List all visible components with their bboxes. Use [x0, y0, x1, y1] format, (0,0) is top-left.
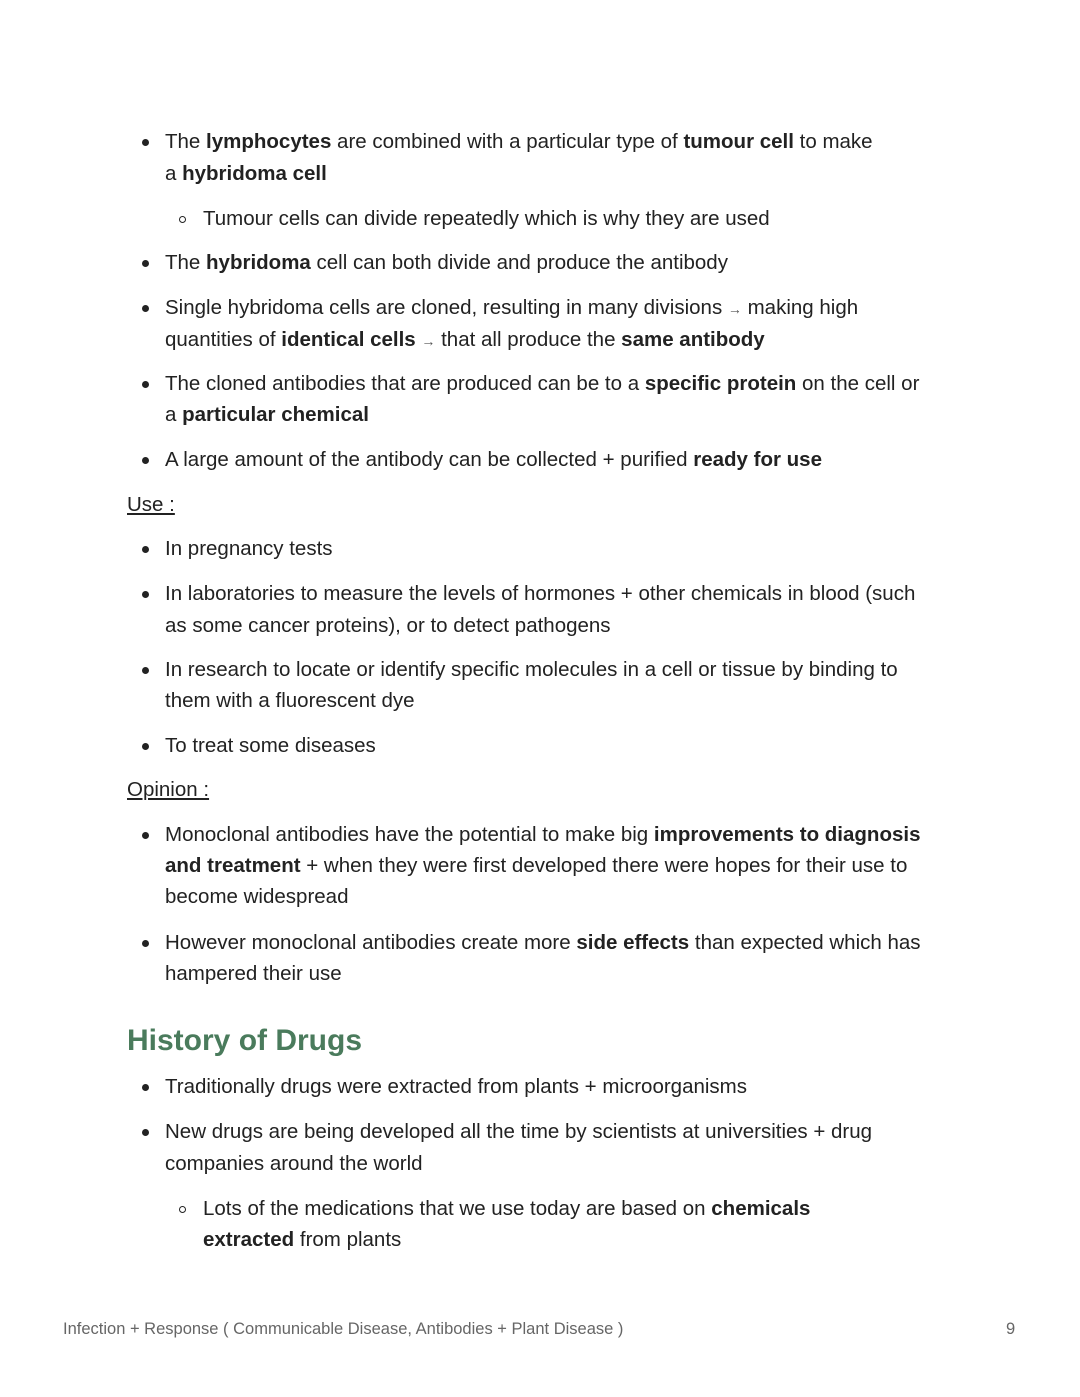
bullet-dot: [142, 1129, 149, 1136]
page-number: 9: [1006, 1320, 1016, 1338]
text-line: a hybridoma cell: [165, 162, 327, 185]
text-line: quantities of identical cells → that all produce the same antibody: [165, 328, 765, 351]
arrow-icon: →: [421, 333, 436, 349]
bullet-dot: [142, 260, 149, 267]
text-line: companies around the world: [165, 1152, 423, 1175]
bullet-dot: [142, 546, 149, 553]
text-line: and treatment + when they were first developed there were hopes for their use to: [165, 854, 908, 877]
bullet-dot: [142, 940, 149, 947]
bullet-dot: [142, 667, 149, 674]
footer-title: Infection + Response ( Communicable Disease, Antibodies + Plant Disease ): [63, 1320, 624, 1338]
bullet-dot: [142, 832, 149, 839]
text-line: A large amount of the antibody can be collected + purified ready for use: [165, 448, 822, 471]
text-line: extracted from plants: [203, 1228, 402, 1251]
bullet-dot: [142, 591, 149, 598]
bullet-dot: [142, 1084, 149, 1091]
sub-bullet-circle: [179, 1206, 186, 1213]
section-heading-use: Use :: [127, 493, 175, 516]
bullet-dot: [142, 457, 149, 464]
text-line: However monoclonal antibodies create more side effects than expected which has: [165, 931, 921, 954]
text-line: To treat some diseases: [165, 734, 376, 757]
text-line: In pregnancy tests: [165, 537, 333, 560]
text-line: Traditionally drugs were extracted from plants + microorganisms: [165, 1075, 748, 1098]
text-line: Lots of the medications that we use today are based on chemicals: [203, 1197, 811, 1220]
bullet-dot: [142, 381, 149, 388]
text-line: Tumour cells can divide repeatedly which is why they are used: [203, 207, 770, 230]
text-line: In research to locate or identify specific molecules in a cell or tissue by binding to: [165, 658, 898, 681]
section-title-history-of-drugs: History of Drugs: [127, 1024, 363, 1057]
bullet-dot: [142, 743, 149, 750]
text-line: a particular chemical: [165, 403, 369, 426]
text-line: The cloned antibodies that are produced can be to a specific protein on the cell or: [165, 372, 920, 395]
text-line: as some cancer proteins), or to detect pathogens: [165, 614, 611, 637]
text-line: The hybridoma cell can both divide and produce the antibody: [165, 251, 728, 274]
text-line: them with a fluorescent dye: [165, 689, 415, 712]
text-line: The lymphocytes are combined with a particular type of tumour cell to make: [165, 130, 873, 153]
sub-bullet-circle: [179, 216, 186, 223]
text-line: In laboratories to measure the levels of hormones + other chemicals in blood (such: [165, 582, 916, 605]
text-line: Monoclonal antibodies have the potential to make big improvements to diagnosis: [165, 823, 921, 846]
text-line: Single hybridoma cells are cloned, resulting in many divisions → making high: [165, 296, 859, 319]
arrow-icon: →: [727, 301, 742, 317]
section-heading-opinion: Opinion :: [127, 778, 210, 801]
bullet-dot: [142, 139, 149, 146]
text-line: New drugs are being developed all the time by scientists at universities + drug: [165, 1120, 873, 1143]
text-line: become widespread: [165, 885, 349, 908]
text-line: hampered their use: [165, 962, 342, 985]
bullet-dot: [142, 305, 149, 312]
